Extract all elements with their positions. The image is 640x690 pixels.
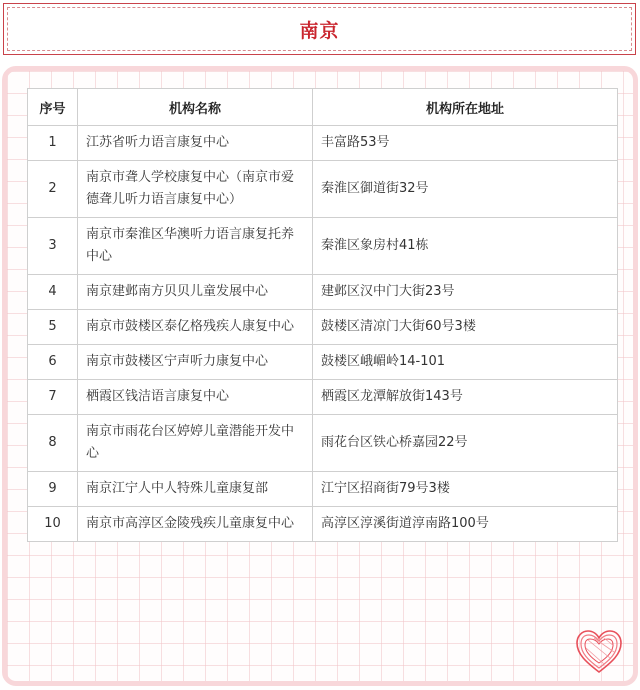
table-row (28, 310, 618, 345)
institution-name: 南京建邺南方贝贝儿童发展中心 (78, 275, 313, 310)
institution-name: 南京江宁人中人特殊儿童康复部 (78, 472, 313, 507)
institution-address: 栖霞区龙潭解放街143号 (313, 380, 618, 415)
table-row (28, 345, 618, 380)
table-row (28, 161, 618, 218)
title-banner (3, 3, 636, 55)
institution-address: 江宁区招商街79号3楼 (313, 472, 618, 507)
institution-address: 秦淮区象房村41栋 (313, 218, 618, 275)
row-number: 3 (28, 218, 78, 275)
institution-name: 南京市高淳区金陵残疾儿童康复中心 (78, 507, 313, 542)
column-header-name: 机构名称 (78, 89, 313, 126)
institution-address: 鼓楼区峨嵋岭14-101 (313, 345, 618, 380)
row-number: 5 (28, 310, 78, 345)
institution-name: 南京市鼓楼区宁声听力康复中心 (78, 345, 313, 380)
table-body (28, 126, 618, 542)
title-banner-inner (7, 7, 632, 51)
table-row (28, 126, 618, 161)
table-row (28, 275, 618, 310)
institution-address: 建邺区汉中门大街23号 (313, 275, 618, 310)
row-number: 4 (28, 275, 78, 310)
page-title: 南京 (299, 19, 340, 42)
institution-address: 鼓楼区清凉门大街60号3楼 (313, 310, 618, 345)
table-row (28, 507, 618, 542)
row-number: 7 (28, 380, 78, 415)
column-header-number: 序号 (28, 89, 78, 126)
table-row (28, 415, 618, 472)
row-number: 8 (28, 415, 78, 472)
institution-name: 南京市聋人学校康复中心（南京市爱德聋儿听力语言康复中心） (78, 161, 313, 218)
table-header-row (28, 89, 618, 126)
institution-name: 南京市雨花台区婷婷儿童潜能开发中心 (78, 415, 313, 472)
row-number: 6 (28, 345, 78, 380)
content-card (2, 66, 638, 686)
row-number: 9 (28, 472, 78, 507)
table-row (28, 380, 618, 415)
institution-name: 栖霞区钱洁语言康复中心 (78, 380, 313, 415)
row-number: 1 (28, 126, 78, 161)
institution-address: 高淳区淳溪街道淳南路100号 (313, 507, 618, 542)
table-row (28, 218, 618, 275)
row-number: 10 (28, 507, 78, 542)
institution-address: 秦淮区御道街32号 (313, 161, 618, 218)
institution-name: 南京市鼓楼区泰亿格残疾人康复中心 (78, 310, 313, 345)
row-number: 2 (28, 161, 78, 218)
institution-name: 江苏省听力语言康复中心 (78, 126, 313, 161)
column-header-address: 机构所在地址 (313, 89, 618, 126)
institution-address: 丰富路53号 (313, 126, 618, 161)
institution-address: 雨花台区铁心桥嘉园22号 (313, 415, 618, 472)
table-row (28, 472, 618, 507)
institution-name: 南京市秦淮区华澳听力语言康复托养中心 (78, 218, 313, 275)
heart-icon (574, 628, 624, 676)
institution-table (27, 88, 618, 542)
